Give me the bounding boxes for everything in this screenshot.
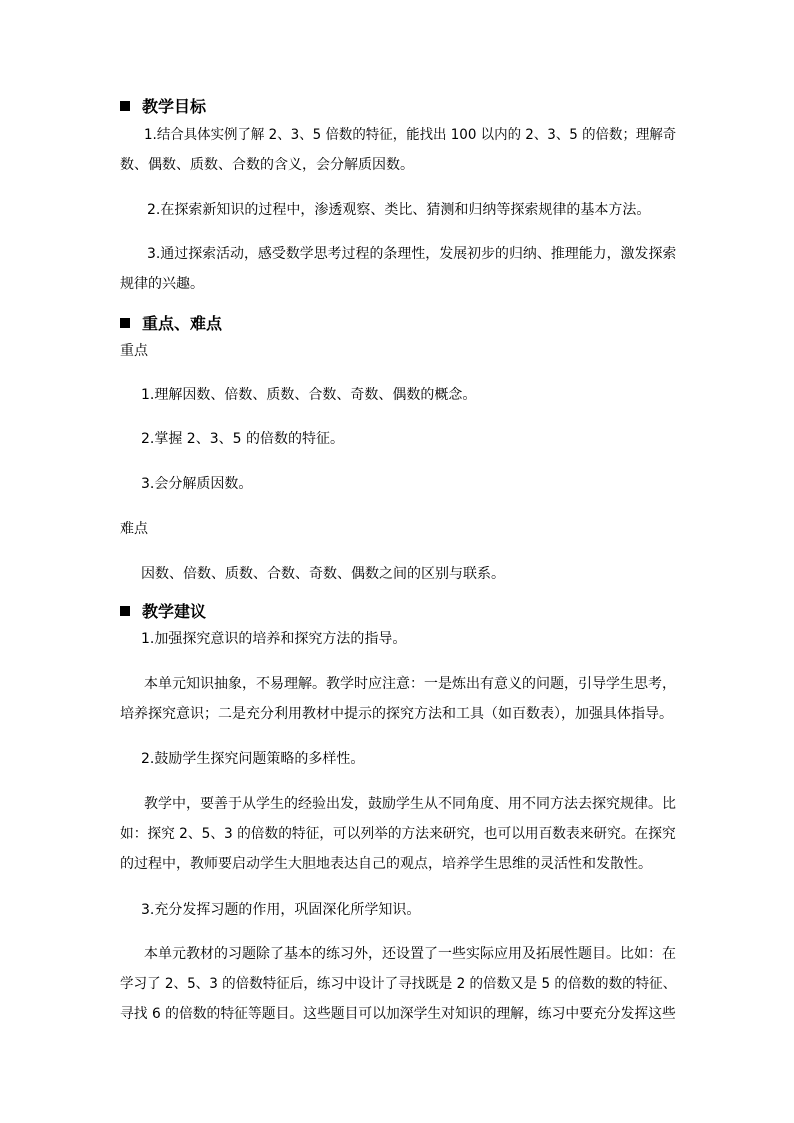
suggestion-1-title: 1.加强探究意识的培养和探究方法的指导。: [141, 631, 407, 647]
key-point-3: 3.会分解质因数。: [141, 476, 253, 492]
suggestion-1-para-line-2: 培养探究意识；二是充分利用教材中提示的探究方法和工具（如百数表），加强具体指导。: [120, 706, 673, 722]
suggestion-1-para-line-1: 本单元知识抽象，不易理解。教学时应注意：一是炼出有意义的问题，引导学生思考，: [144, 676, 676, 692]
suggestion-2-title: 2.鼓励学生探究问题策略的多样性。: [141, 751, 365, 767]
suggestion-3-para-line-2: 学习了 2、5、3 的倍数特征后，练习中设计了寻找既是 2 的倍数又是 5 的倍数的数的特征、: [120, 976, 677, 992]
objective-item-1-line-1: 1.结合具体实例了解 2、3、5 倍数的特征，能找出 100 以内的 2、3、5 的倍数；理解奇: [144, 127, 677, 143]
suggestion-2-para-line-3: 的过程中，教师要启动学生大胆地表达自己的观点，培养学生思维的灵活性和发散性。: [120, 856, 652, 872]
key-point-1: 1.理解因数、倍数、质数、合数、奇数、偶数的概念。: [141, 387, 477, 403]
key-point-2: 2.掌握 2、3、5 的倍数的特征。: [141, 431, 344, 447]
suggestion-3-para-line-1: 本单元教材的习题除了基本的练习外，还设置了一些实际应用及拓展性题目。比如：在: [144, 946, 676, 962]
suggestion-3-title: 3.充分发挥习题的作用，巩固深化所学知识。: [141, 902, 421, 918]
section-heading-objectives: [120, 97, 206, 117]
section-heading-suggestions: [120, 602, 206, 622]
heading-text: 教学建议: [142, 602, 207, 621]
suggestion-2-para-line-1: 教学中，要善于从学生的经验出发，鼓励学生从不同角度、用不同方法去探究规律。比: [144, 796, 676, 812]
heading-text: 教学目标: [142, 97, 207, 116]
heading-text: 重点、难点: [142, 314, 223, 333]
objective-item-3-line-2: 规律的兴趣。: [120, 276, 204, 292]
square-bullet-icon: [120, 101, 130, 111]
objective-item-1-line-2: 数、偶数、质数、合数的含义，会分解质因数。: [120, 157, 414, 173]
square-bullet-icon: [120, 606, 130, 616]
objective-item-2: 2.在探索新知识的过程中，渗透观察、类比、猜测和归纳等探索规律的基本方法。: [147, 202, 651, 218]
square-bullet-icon: [120, 318, 130, 328]
section-heading-key-points: [120, 314, 222, 334]
suggestion-3-para-line-3: 寻找 6 的倍数的特征等题目。这些题目可以加深学生对知识的理解，练习中要充分发挥这些: [120, 1006, 676, 1022]
difficult-points-label: 难点: [120, 521, 148, 537]
key-points-label: 重点: [120, 343, 148, 359]
difficult-point-1: 因数、倍数、质数、合数、奇数、偶数之间的区别与联系。: [141, 566, 505, 582]
objective-item-3-line-1: 3.通过探索活动，感受数学思考过程的条理性，发展初步的归纳、推理能力，激发探索: [147, 246, 677, 262]
suggestion-2-para-line-2: 如：探究 2、5、3 的倍数的特征，可以列举的方法来研究，也可以用百数表来研究。在探究: [120, 826, 676, 842]
